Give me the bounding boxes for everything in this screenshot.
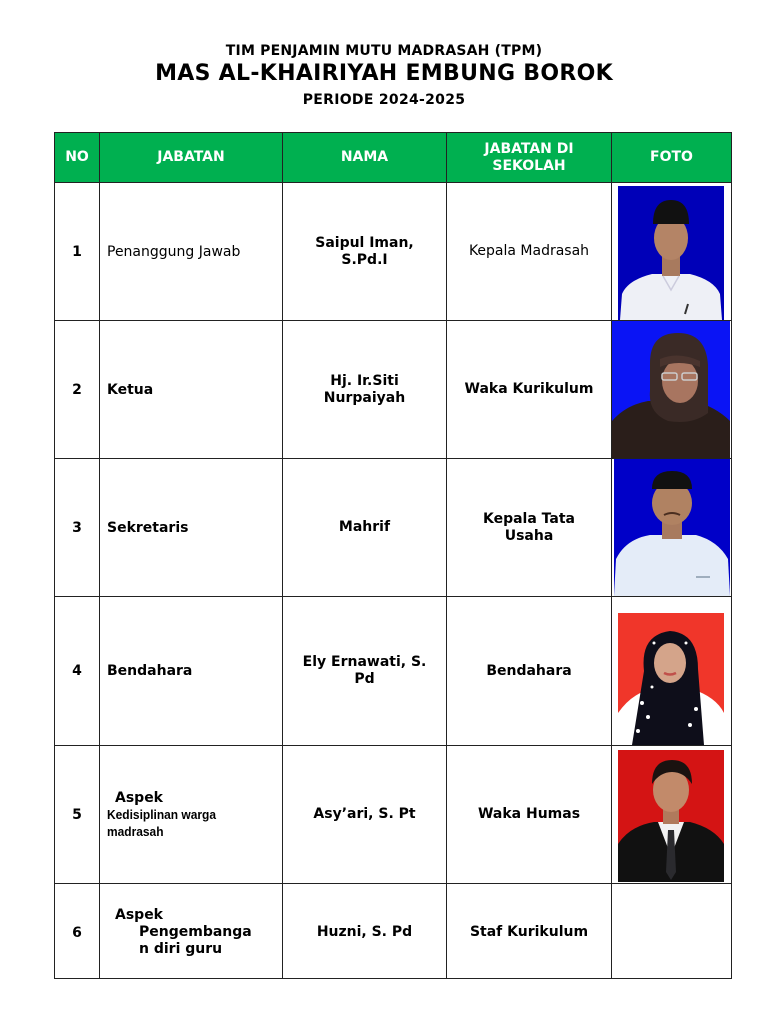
cell-jabatan-sekolah: Waka Kurikulum (447, 321, 612, 459)
tpm-members-table (54, 132, 732, 979)
cell-foto (612, 183, 732, 321)
cell-jabatan-sekolah: Bendahara (447, 597, 612, 746)
member-photo (614, 459, 730, 596)
cell-foto (612, 321, 732, 459)
document-period: PERIODE 2024-2025 (302, 92, 466, 108)
column-header-jabatan: JABATAN (100, 133, 283, 183)
cell-no: 6 (55, 884, 100, 979)
table-row (55, 597, 732, 746)
cell-no: 4 (55, 597, 100, 746)
cell-jabatan-sekolah: Kepala Madrasah (447, 183, 612, 321)
cell-jabatan: Penanggung Jawab (100, 183, 283, 321)
member-photo (618, 750, 724, 882)
cell-foto (612, 597, 732, 746)
cell-no: 3 (55, 459, 100, 597)
member-photo (618, 613, 724, 745)
cell-jabatan: Ketua (100, 321, 283, 459)
cell-foto (612, 746, 732, 884)
cell-jabatan-sekolah: Staf Kurikulum (447, 884, 612, 979)
cell-jabatan: Aspek Pengembanga n diri guru (100, 884, 283, 979)
cell-jabatan-sekolah: Kepala Tata Usaha (447, 459, 612, 597)
column-header-jabatan-di-sekolah: JABATAN DI SEKOLAH (447, 133, 612, 183)
member-photo (612, 321, 730, 458)
table-row (55, 183, 732, 321)
cell-foto (612, 459, 732, 597)
table-row (55, 459, 732, 597)
cell-jabatan: Aspek Kedisiplinan warga madrasah (100, 746, 283, 884)
cell-jabatan-sekolah: Waka Humas (447, 746, 612, 884)
cell-nama: Saipul Iman, S.Pd.I (283, 183, 447, 321)
cell-nama: Ely Ernawati, S. Pd (283, 597, 447, 746)
document-subtitle: TIM PENJAMIN MUTU MADRASAH (TPM) (225, 43, 543, 59)
cell-jabatan: Bendahara (100, 597, 283, 746)
column-header-no: NO (55, 133, 100, 183)
cell-foto-empty (612, 884, 732, 979)
table-row (55, 746, 732, 884)
table-row (55, 321, 732, 459)
cell-no: 1 (55, 183, 100, 321)
cell-nama: Huzni, S. Pd (283, 884, 447, 979)
cell-nama: Hj. Ir.Siti Nurpaiyah (283, 321, 447, 459)
cell-jabatan: Sekretaris (100, 459, 283, 597)
table-header-row (55, 133, 732, 183)
column-header-nama: NAMA (283, 133, 447, 183)
column-header-foto: FOTO (612, 133, 732, 183)
cell-no: 2 (55, 321, 100, 459)
table-row (55, 884, 732, 979)
cell-nama: Mahrif (283, 459, 447, 597)
document-title: MAS AL-KHAIRIYAH EMBUNG BOROK (155, 61, 613, 86)
cell-nama: Asy’ari, S. Pt (283, 746, 447, 884)
member-photo (618, 186, 724, 320)
cell-no: 5 (55, 746, 100, 884)
